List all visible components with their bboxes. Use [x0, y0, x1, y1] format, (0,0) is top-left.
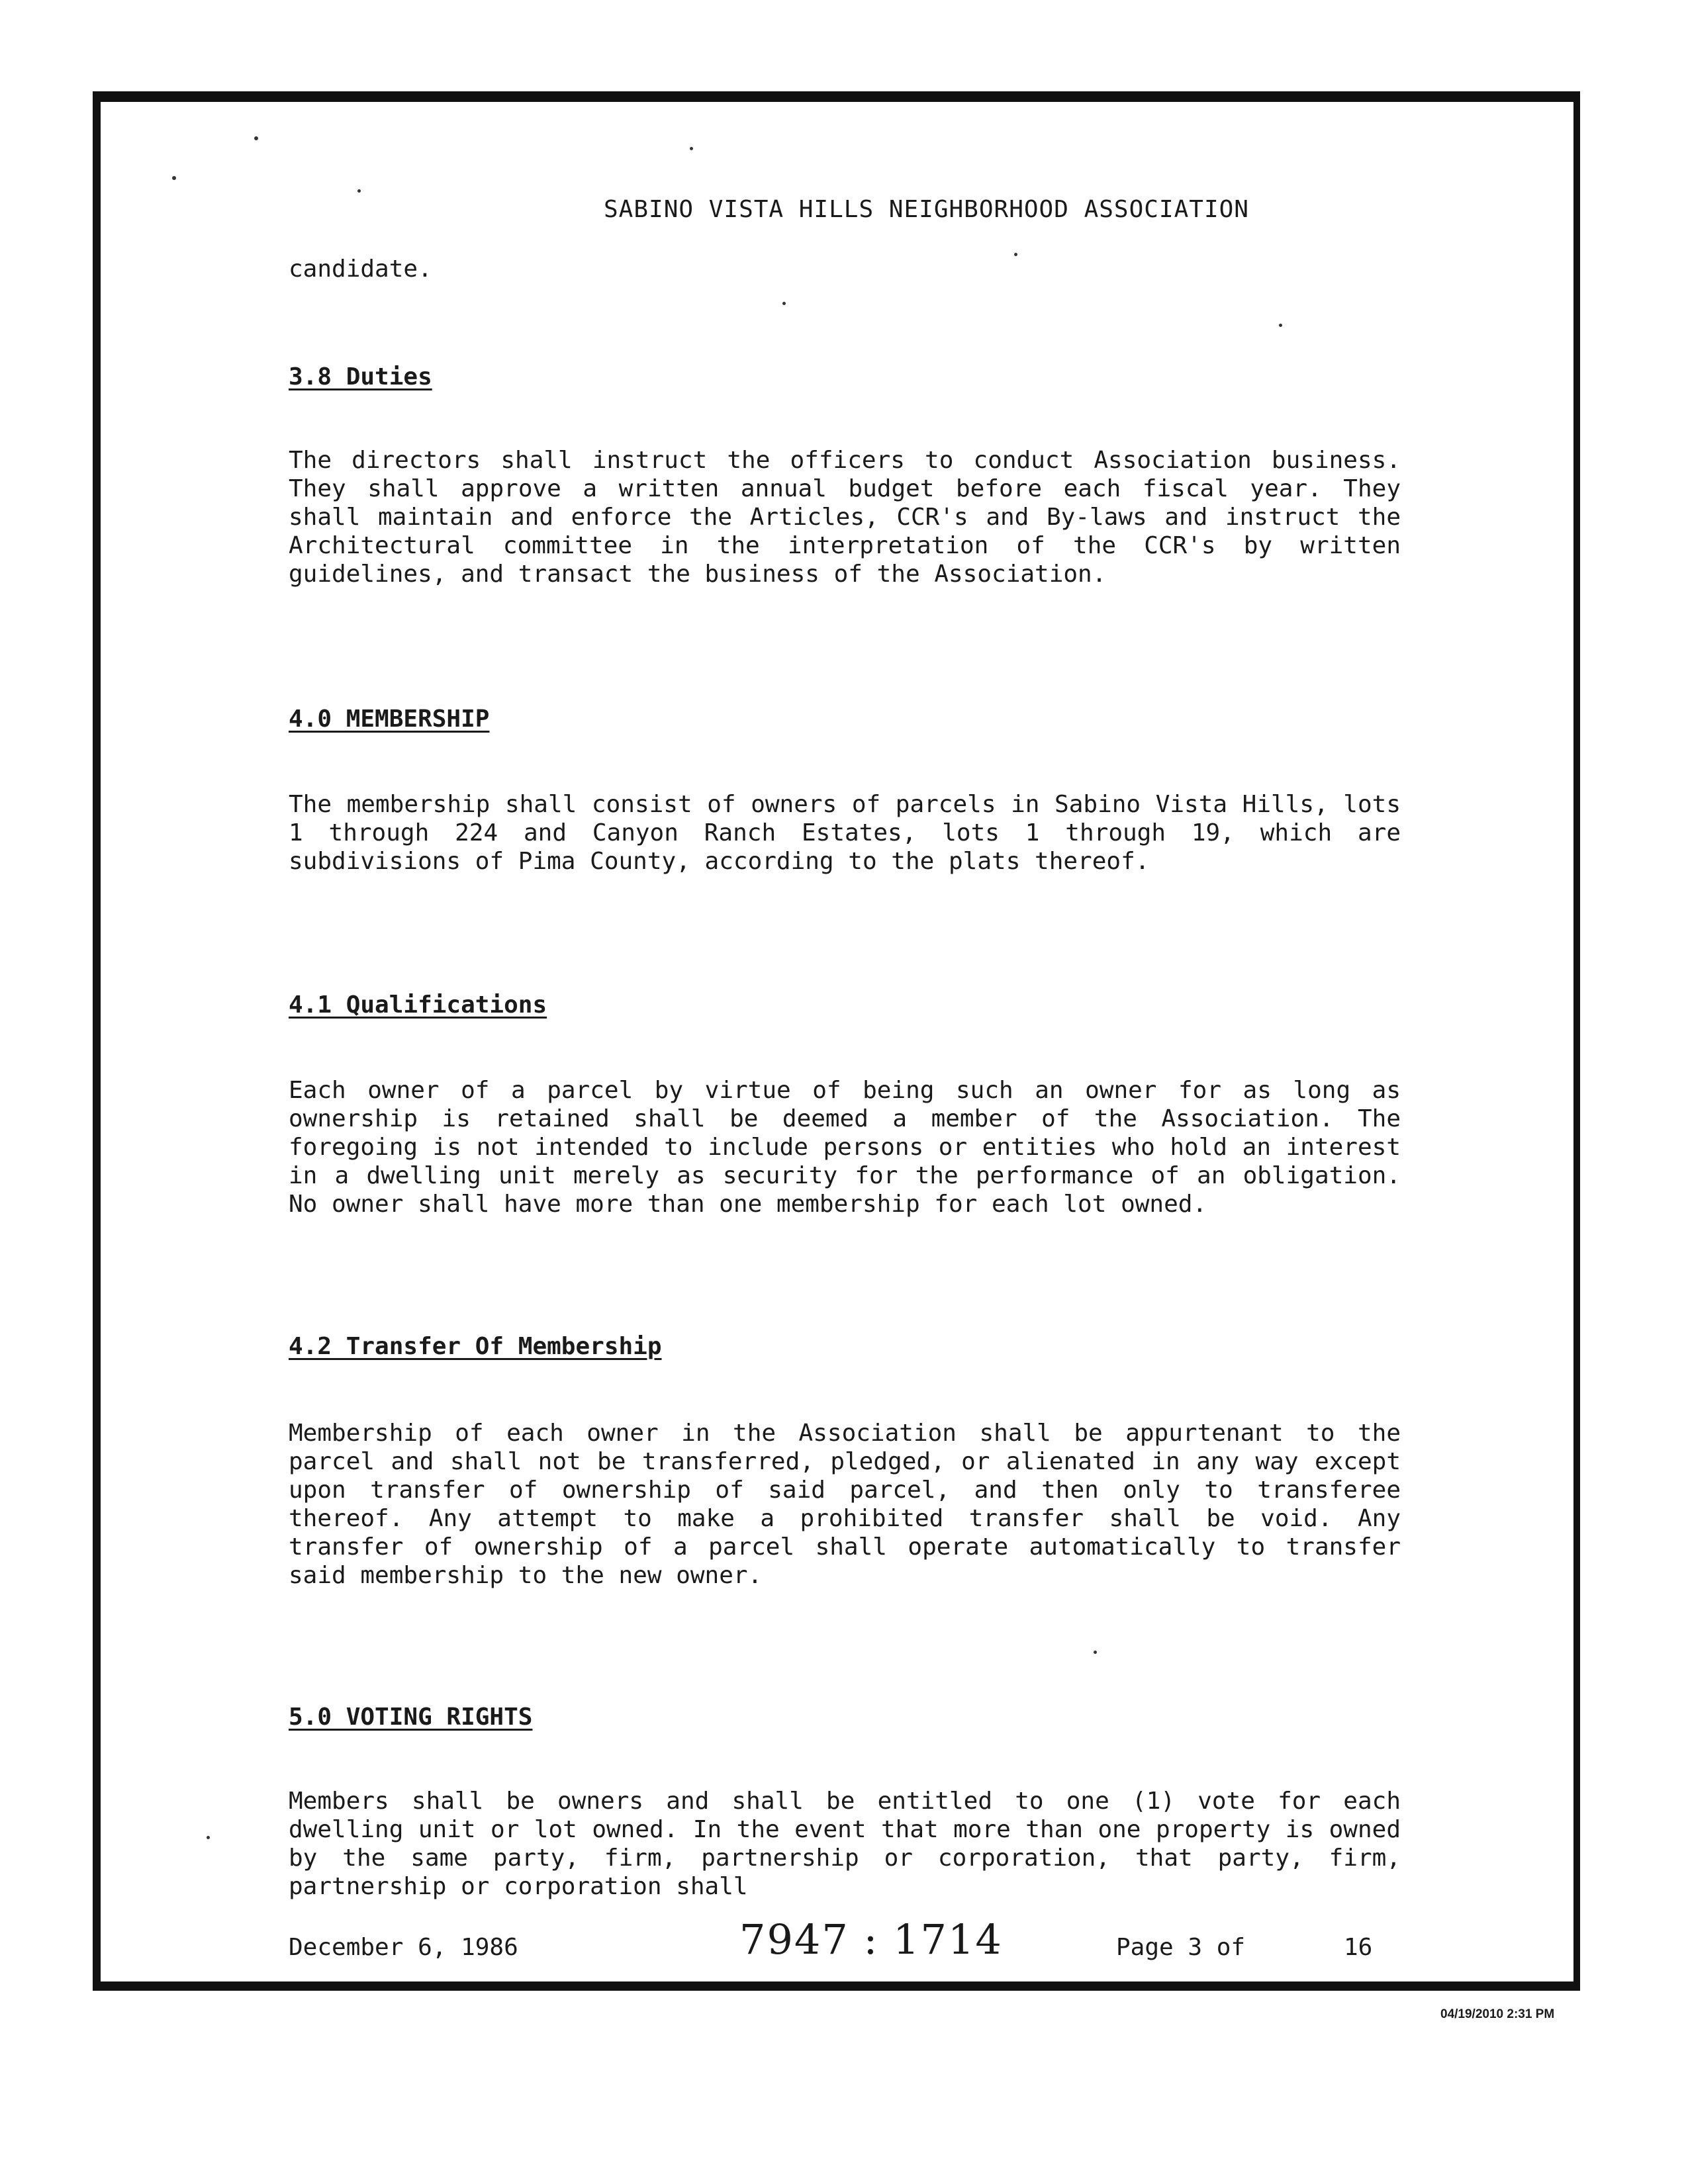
scan-speck [254, 136, 258, 140]
scan-speck [207, 1836, 210, 1839]
section-heading-transfer: 4.2 Transfer Of Membership [289, 1333, 662, 1360]
document-page [93, 91, 1580, 1991]
footer-date: December 6, 1986 [289, 1934, 518, 1961]
scan-speck [690, 147, 693, 150]
recording-stamp: 7947 : 1714 [739, 1915, 1003, 1964]
scan-speck [1279, 324, 1282, 327]
page-total: 16 [1344, 1934, 1373, 1961]
section-heading-duties: 3.8 Duties [289, 363, 432, 390]
section-body-transfer: Membership of each owner in the Association shall be appurtenant to the parcel and shall not be transferred, pledged, or alienated in any way except upon transfer of ownership of said parcel, and then only to transferee thereof. Any attempt to make a prohibited transfer shall be void. Any transfer of ownership of a parcel shall operate automatically to transfer said membership to the new owner. [289, 1420, 1401, 1589]
lead-in-text: candidate. [289, 255, 432, 283]
scan-speck [782, 302, 786, 305]
section-heading-membership: 4.0 MEMBERSHIP [289, 705, 490, 733]
scan-speck [1094, 1651, 1097, 1654]
section-heading-voting-rights: 5.0 VOTING RIGHTS [289, 1704, 533, 1731]
page-label: Page 3 of [1116, 1934, 1246, 1961]
section-heading-qualifications: 4.1 Qualifications [289, 991, 547, 1019]
section-body-membership: The membership shall consist of owners of parcels in Sabino Vista Hills, lots 1 through 224 and Canyon Ranch Estates, lots 1 through 19, which are subdivisions of Pima County, according to the plats thereof. [289, 791, 1401, 875]
scan-speck [357, 189, 361, 193]
scan-speck [172, 176, 176, 180]
section-body-voting-rights: Members shall be owners and shall be entitled to one (1) vote for each dwelling unit or lot owned. In the event that more than one property is owned by the same party, firm, partnership or corporation, that party, firm, partnership or corporation shall [289, 1788, 1401, 1900]
scan-speck [1014, 253, 1017, 256]
document-header: SABINO VISTA HILLS NEIGHBORHOOD ASSOCIATION [604, 196, 1249, 223]
print-timestamp: 04/19/2010 2:31 PM [1440, 2007, 1555, 2021]
section-body-duties: The directors shall instruct the officers to conduct Association business. They shall approve a written annual budget before each fiscal year. They shall maintain and enforce the Articles, CCR's and By-laws and instruct the Architectural committee in the interpretation of the CCR's by written guidelines, and transact the business of the Association. [289, 447, 1401, 588]
section-body-qualifications: Each owner of a parcel by virtue of being such an owner for as long as ownership is retained shall be deemed a member of the Association. The foregoing is not intended to include persons or entities who hold an interest in a dwelling unit merely as security for the performance of an obligation. No owner shall have more than one membership for each lot owned. [289, 1077, 1401, 1218]
